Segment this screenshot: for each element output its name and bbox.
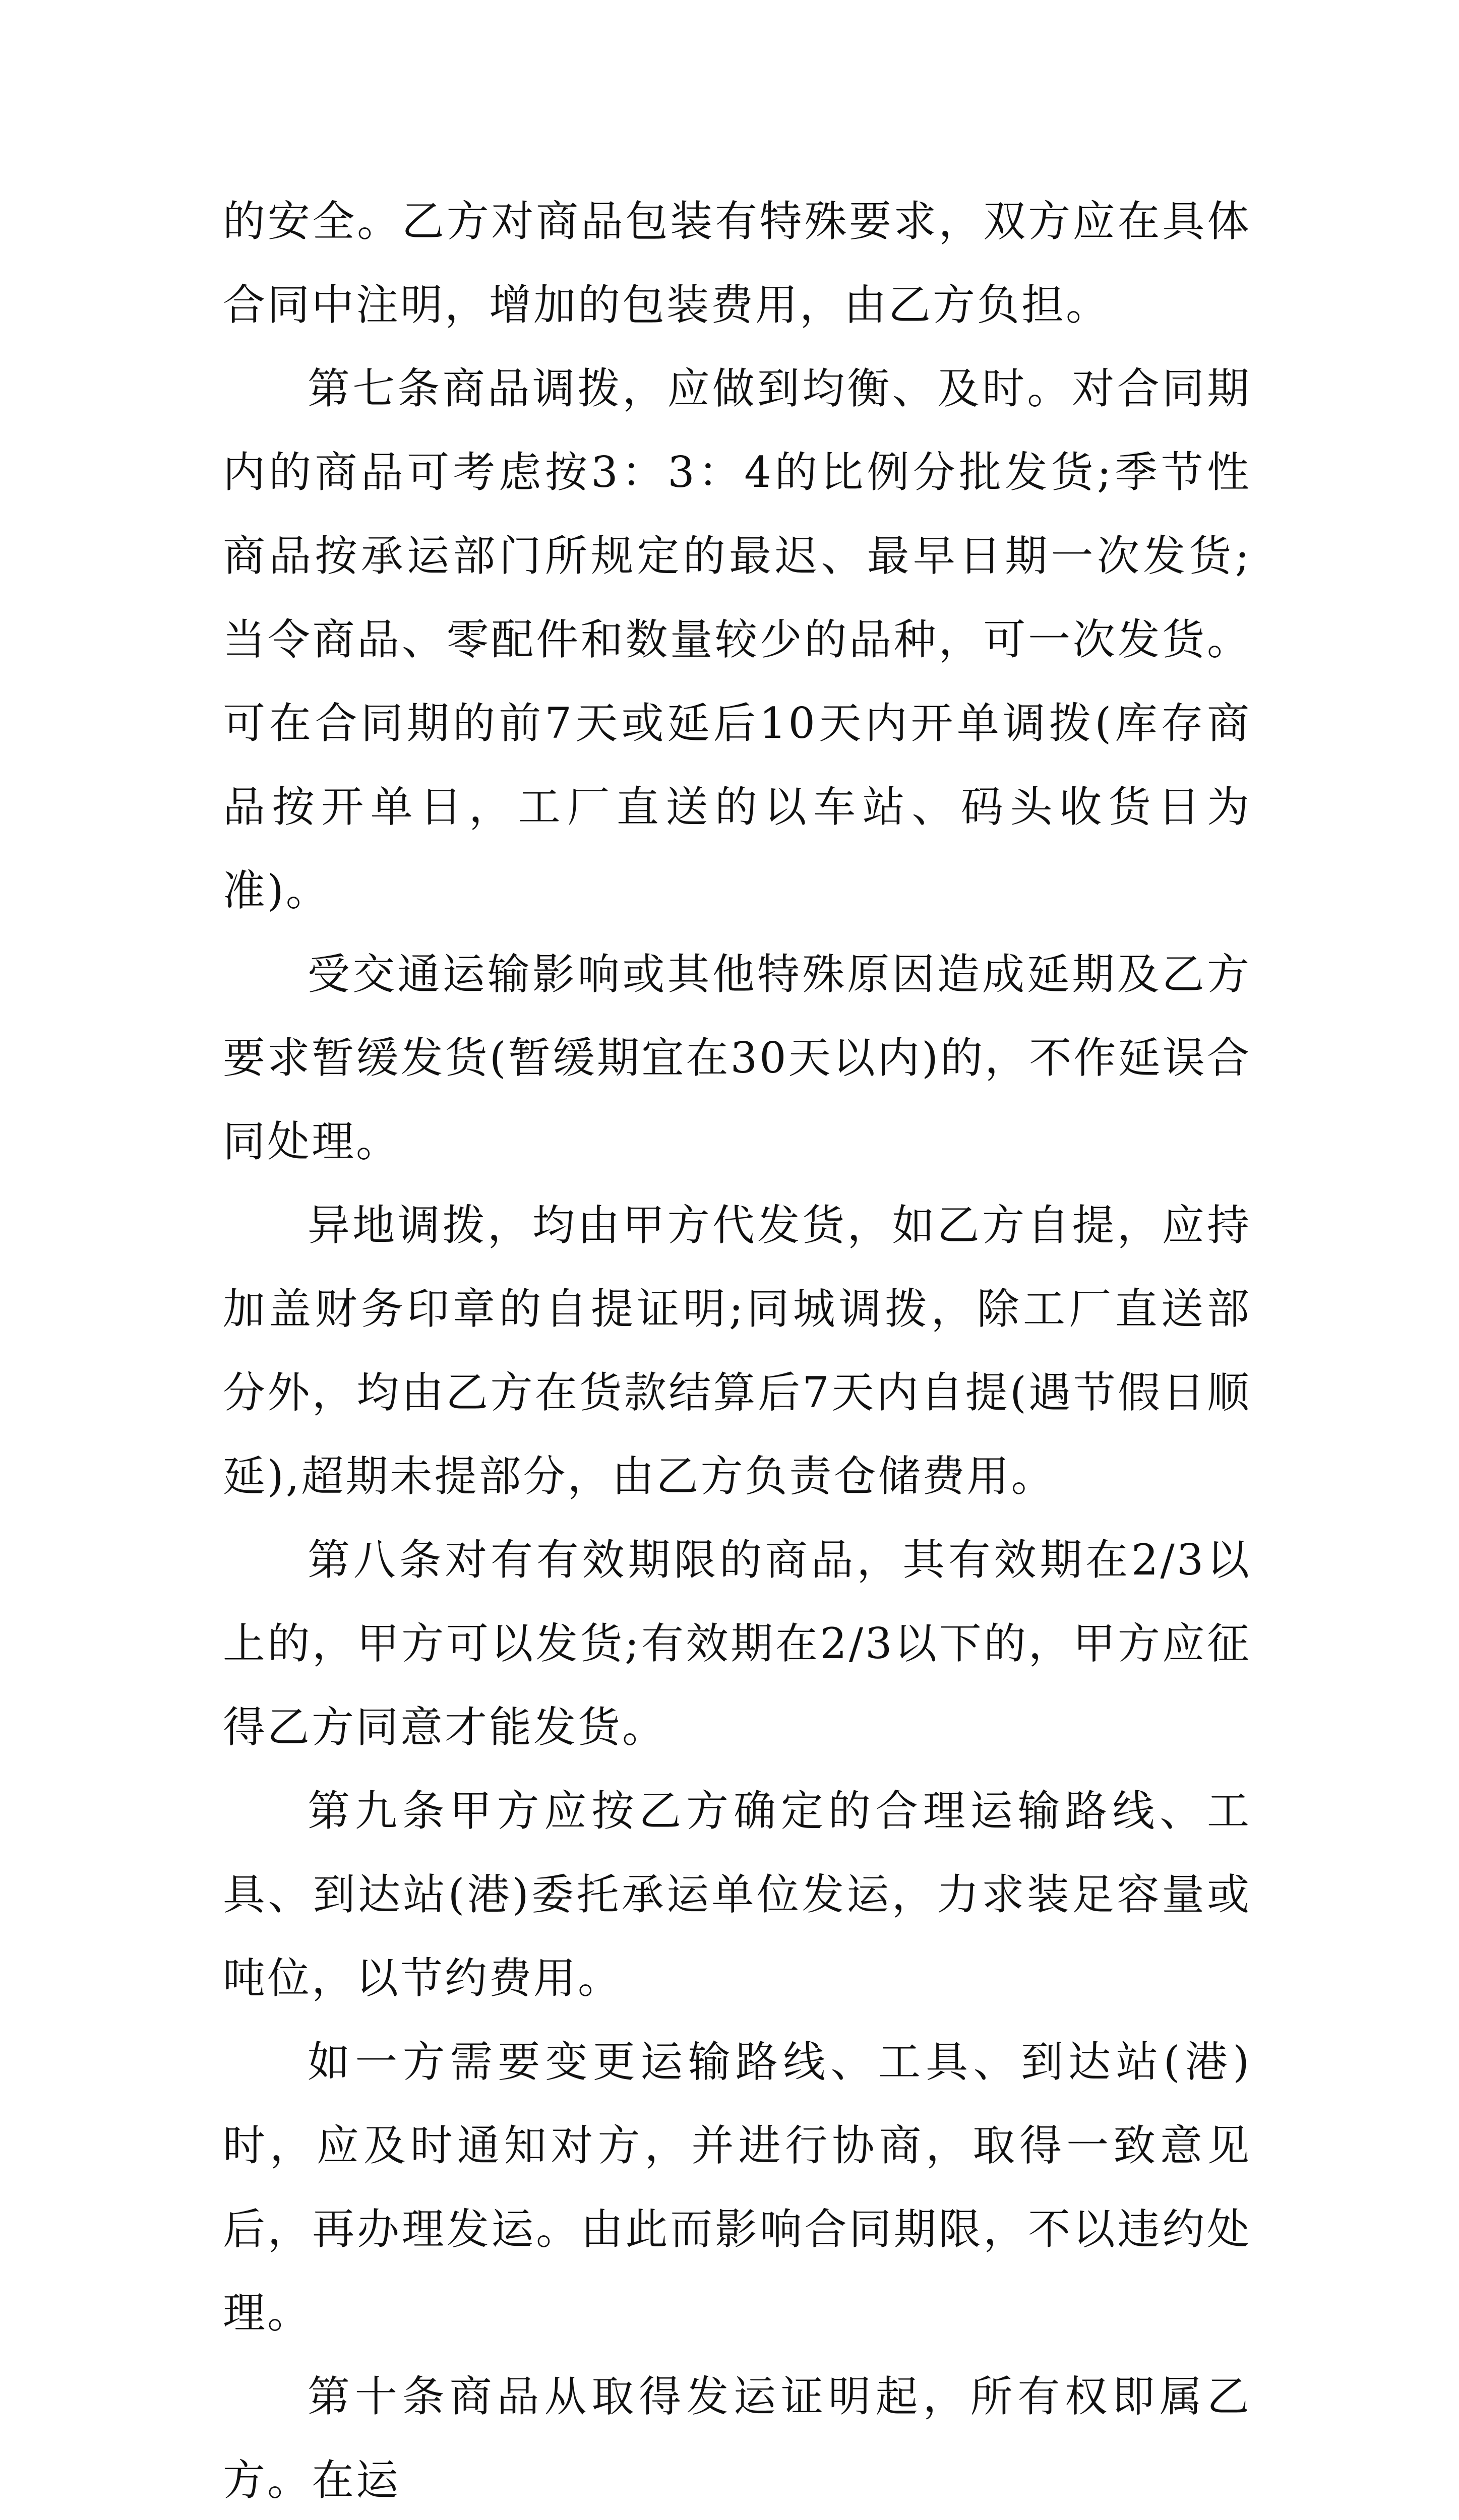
paragraph-3: 受交通运输影响或其他特殊原因造成延期及乙方要求暂缓发货(暂缓期宜在30天以内)的，不作延误合同处理。 (223, 950, 1251, 1166)
document-body (223, 179, 1251, 2520)
paragraph-1: 的安全。乙方对商品包装有特殊要求，双方应在具体合同中注明，增加的包装费用，由乙方负担。 (223, 197, 1251, 330)
paragraph-4: 异地调拨，均由甲方代发货，如乙方自提，应持加盖财务印章的自提证明;同城调拨，除工厂直送部分外，均由乙方在货款结算后7天内自提(遇节假日顺延),超期未提部分，由乙方负责仓储费用。 (223, 1201, 1251, 1501)
paragraph-5: 第八条对有有效期限的商品，其有效期在2/3以上的，甲方可以发货;有效期在2/3以下的，甲方应征得乙方同意才能发货。 (223, 1535, 1251, 1752)
paragraph-7: 如一方需要变更运输路线、工具、到达站(港)时，应及时通知对方，并进行协商，取得一致意见后，再办理发运。由此而影响合同期限，不以违约处理。 (223, 2037, 1251, 2338)
paragraph-6: 第九条甲方应按乙方确定的合理运输路线、工具、到达站(港)委托承运单位发运，力求装足容量或吨位，以节约费用。 (223, 1786, 1251, 2003)
paragraph-2: 第七条商品调拨，应做到均衡、及时。对合同期内的商品可考虑按3：3：4的比例分批发货;季节性商品按承运部门所规定的最迟、最早日期一次发货;当令商品、零配件和数量较少的品种，可一次发货。可在合同期的前7天或延后10天内开单调拨(库存商品按开单日，工厂直送的以车站、码头收货日为准)。 (223, 364, 1251, 915)
paragraph-8: 第十条商品从取得发运证明起，所有权即属乙方。在运 (223, 2372, 1251, 2505)
